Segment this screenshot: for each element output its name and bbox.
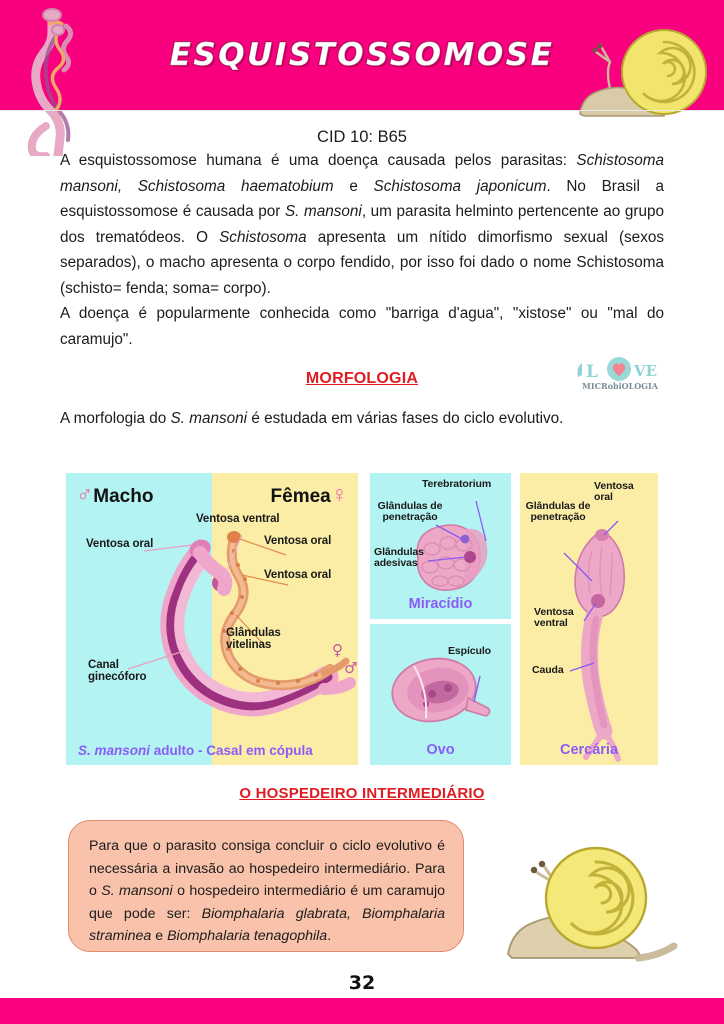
intro-paragraph-2: A doença é popularmente conhecida como "barriga d'agua", "xistose" ou "mal do caramujo". xyxy=(60,305,664,348)
svg-text:♂: ♂ xyxy=(344,659,358,677)
female-label: Fêmea xyxy=(270,486,331,507)
cid-code: CID 10: B65 xyxy=(317,128,407,146)
svg-text:VE: VE xyxy=(634,362,658,380)
header-divider xyxy=(0,110,724,111)
svg-text:♀: ♀ xyxy=(332,641,343,659)
label-glandulas-adesivas: Glândulas adesivas xyxy=(374,546,424,570)
intro-paragraph-1: A esquistossomose humana é uma doença causada pelos parasitas: Schistosoma mansoni, Schistosoma haematobium e Schistosoma japonicum. No Brasil a esquistossomose é causada por S. mansoni, um parasita helminto pertencente ao grupo dos trematódeos. O Schistosoma apresenta um nítido dimorfismo sexual (sexos separados), o macho apresenta o corpo fendido, por isso foi dado o nome Schistosoma (schisto= fenda; soma= corpo). xyxy=(60,152,665,297)
figure-panel-ovo xyxy=(370,624,511,765)
label-cauda: Cauda xyxy=(532,664,564,676)
page-title: ESQUISTOSSOMOSE xyxy=(169,37,555,73)
female-symbol-icon: ♀ xyxy=(330,481,348,507)
page-number: 32 xyxy=(348,972,376,994)
section-heading-hospedeiro: O HOSPEDEIRO INTERMEDIÁRIO xyxy=(239,785,485,802)
label-ventosa-oral-female-2: Ventosa oral xyxy=(264,569,332,581)
footer-band xyxy=(0,998,724,1024)
label-ventosa-oral-male: Ventosa oral xyxy=(86,538,154,550)
intro-text xyxy=(60,148,664,352)
male-symbol-icon: ♂ xyxy=(76,481,94,507)
figure-row xyxy=(0,473,724,765)
caption-miracidio: Miracídio xyxy=(408,596,473,612)
snail-icon-header xyxy=(576,26,716,122)
label-espiculo: Espículo xyxy=(448,645,491,657)
label-terebratorium: Terebratorium xyxy=(422,478,492,490)
figure-panel-couple xyxy=(66,473,358,765)
love-heart-petri-icon xyxy=(574,357,666,383)
svg-text:L: L xyxy=(586,362,598,382)
label-ventosa-oral-cerc: Ventosa oral xyxy=(594,480,634,504)
brand-logo xyxy=(574,357,666,397)
label-canal-ginecoforo: Canal ginecóforo xyxy=(88,659,147,684)
male-label: Macho xyxy=(93,486,154,507)
label-ventosa-oral-female-1: Ventosa oral xyxy=(264,535,332,547)
host-callout-box: Para que o parasito consiga concluir o ciclo evolutivo é necessária a invasão ao hospedeiro intermediário. Para o S. mansoni o hospedeiro intermediário é um caramujo que pode ser: Biomphalaria glabrata, Biomphalaria straminea e Biomphalaria tenagophila. xyxy=(68,820,464,952)
label-glandulas-penetracao-mirac: Glândulas de penetração xyxy=(377,500,443,524)
caption-cercaria: Cercária xyxy=(559,742,619,758)
label-ventosa-ventral: Ventosa ventral xyxy=(196,513,280,525)
caption-couple: S. mansoni adulto - Casal em cópula xyxy=(78,743,313,758)
section-heading-morfologia: MORFOLOGIA xyxy=(305,370,419,387)
figure-panel-cercaria xyxy=(520,473,658,765)
morfologia-line: A morfologia do S. mansoni é estudada em várias fases do ciclo evolutivo. xyxy=(60,410,564,427)
logo-wordmark: MICRobiOLOGIA xyxy=(582,381,658,391)
label-glandulas-penetracao-cerc: Glândulas de penetração xyxy=(525,500,591,524)
label-ventosa-ventral-cerc: Ventosa ventral xyxy=(534,606,574,630)
caption-ovo: Ovo xyxy=(426,742,455,758)
snail-icon-bottom xyxy=(478,840,688,970)
label-glandulas-vitelinas: Glândulas vitelinas xyxy=(226,627,281,652)
figure-panel-miracidio xyxy=(370,473,511,619)
